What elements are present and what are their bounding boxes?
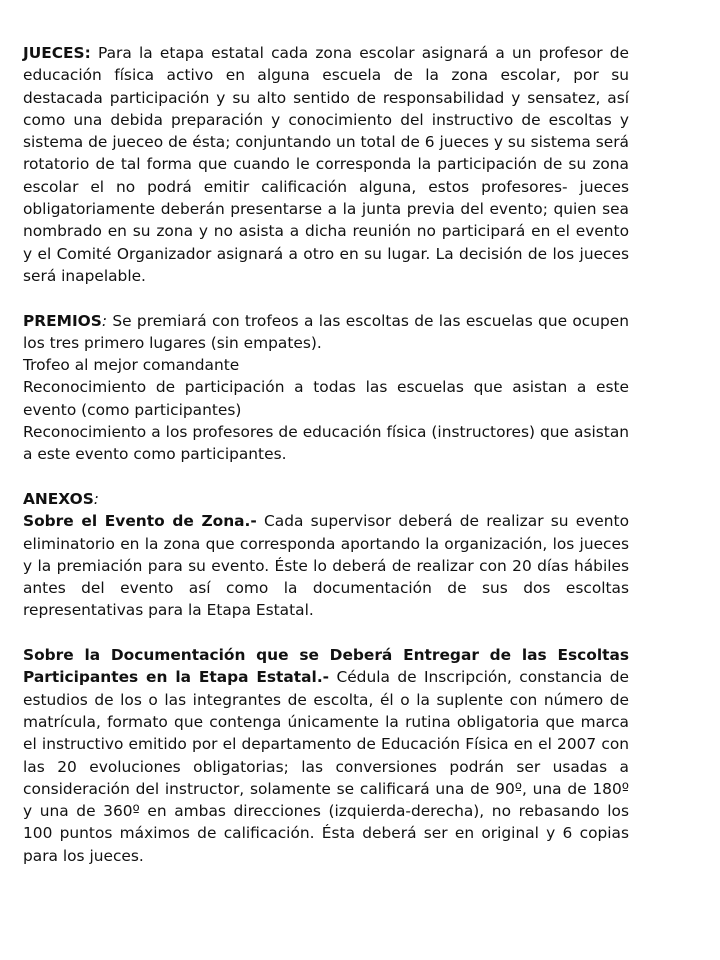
anexos-heading: ANEXOS <box>23 489 94 508</box>
premios-trofeo-line: Trofeo al mejor comandante <box>23 356 240 375</box>
premios-heading: PREMIOS <box>23 311 102 330</box>
anexos-heading-line <box>23 488 629 510</box>
premios-paragraph <box>23 310 629 355</box>
evento-zona-paragraph <box>23 510 629 621</box>
documentacion-heading: Sobre la Documentación que se Deberá Entregar de las Escoltas Participantes en la Etapa Estatal.- <box>23 646 629 687</box>
premios-section <box>23 310 629 466</box>
evento-zona-text: Cada supervisor deberá de realizar su evento eliminatorio en la zona que corresponda aportando la organización, los jueces y la premiación para su evento. Éste lo deberá de realizar con 20 días hábiles antes del evento así como la documentación de sus dos escoltas representativas para la Etapa Estatal. <box>23 512 629 620</box>
jueces-heading: JUECES: <box>23 44 91 62</box>
premios-reconocimiento-escuelas: Reconocimiento de participación a todas las escuelas que asistan a este evento (como participantes) <box>23 378 629 419</box>
documentacion-paragraph <box>23 644 629 867</box>
documentacion-text: Cédula de Inscripción, constancia de estudios de los o las integrantes de escolta, él o la suplente con número de matrícula, formato que contenga únicamente la rutina obligatoria que marca el instructivo emitido por el departamento de Educación Física en el 2007 con las 20 evoluciones obligatorias; las conversiones podrán ser usadas a consideración del instructor, solamente se calificará una de 90º, una de 180º y una de 360º en ambas direcciones (izquierda-derecha), no rebasando los 100 puntos máximos de calificación. Ésta deberá ser en original y 6 copias para los jueces. <box>23 668 629 865</box>
evento-zona-heading: Sobre el Evento de Zona.- <box>23 512 257 531</box>
premios-colon: : <box>101 311 108 330</box>
jueces-text: Para la etapa estatal cada zona escolar asignará a un profesor de educación física activo en alguna escuela de la zona escolar, por su destacada participación y su alto sentido de responsabilidad y sensatez, así como una debida preparación y conocimiento del instructivo de escoltas y sistema de jueceo de ésta; conjuntando un total de 6 jueces y su sistema será rotatorio de tal forma que cuando le corresponda la participación de su zona escolar el no podrá emitir calificación alguna, estos profesores- jueces obligatoriamente deberán presentarse a la junta previa del evento; quien sea nombrado en su zona y no asista a dicha reunión no participará en el evento y el Comité Organizador asignará a otro en su lugar. La decisión de los jueces será inapelable. <box>23 44 629 285</box>
premios-text: Se premiará con trofeos a las escoltas de las escuelas que ocupen los tres primero lugares (sin empates). <box>23 311 629 352</box>
spacer <box>23 466 629 488</box>
premios-reconocimiento-profesores: Reconocimiento a los profesores de educación física (instructores) que asistan a este evento como participantes. <box>23 423 629 464</box>
document-page <box>23 42 629 889</box>
anexos-colon: : <box>93 489 99 508</box>
jueces-paragraph <box>23 42 629 287</box>
